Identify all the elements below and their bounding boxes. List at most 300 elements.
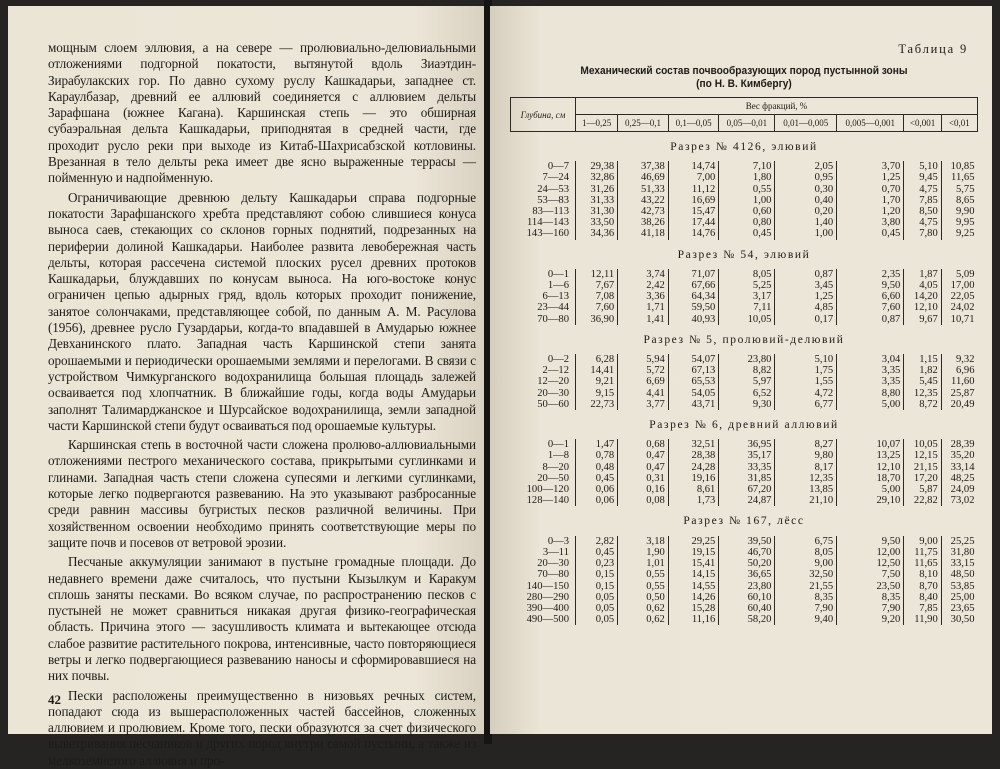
- value-cell: 28,39: [941, 439, 977, 450]
- value-cell: 23,80: [719, 354, 775, 365]
- value-cell: 11,90: [904, 614, 941, 625]
- value-cell: 9,00: [775, 558, 837, 569]
- value-cell: 22,05: [941, 291, 977, 302]
- table-row: [511, 495, 978, 506]
- prose-body: [48, 40, 476, 769]
- depth-cell: 24—53: [537, 183, 569, 195]
- value-cell: 67,13: [668, 365, 719, 376]
- prose-paragraph: Каршинская степь в восточной части сложена пролюво-аллювиальными отложениями пестрого механического состава, прикрытыми суглинками и глинами. Западная часть степи сложена супесями и легкими суглинками, которые легко подвергаются развеванию. На это указывают разбросанные среди равнин массивы бугристых песков различной величины. При хозяйственном освоении необходимо принять соответствующие меры по защите почв и посевов от ветровой эрозии.: [48, 437, 476, 550]
- value-cell: 7,67: [576, 280, 618, 291]
- depth-cell: 7—24: [542, 172, 569, 184]
- value-cell: 0,05: [576, 614, 618, 625]
- value-cell: 11,65: [941, 172, 977, 183]
- value-cell: 8,65: [941, 195, 977, 206]
- value-cell: 6,28: [576, 354, 618, 365]
- table-row: [511, 365, 978, 376]
- value-cell: 0,15: [576, 569, 618, 580]
- table-number: Таблица 9: [898, 42, 968, 56]
- value-cell: 35,20: [941, 450, 977, 461]
- value-cell: 6,75: [775, 536, 837, 547]
- value-cell: 5,45: [904, 376, 941, 387]
- value-cell: 11,16: [668, 614, 719, 625]
- depth-cell: 280—290: [526, 591, 569, 603]
- value-cell: 31,80: [941, 547, 977, 558]
- value-cell: 3,18: [618, 536, 669, 547]
- value-cell: 9,90: [941, 206, 977, 217]
- table-row: [511, 592, 978, 603]
- value-cell: 6,77: [775, 399, 837, 410]
- value-cell: 35,17: [719, 450, 775, 461]
- value-cell: 5,10: [904, 161, 941, 172]
- value-cell: 22,82: [904, 495, 941, 506]
- value-cell: 7,90: [837, 603, 904, 614]
- value-cell: 5,97: [719, 376, 775, 387]
- value-cell: 23,50: [837, 581, 904, 592]
- value-cell: 64,34: [668, 291, 719, 302]
- value-cell: 17,00: [941, 280, 977, 291]
- value-cell: 9,67: [904, 314, 941, 325]
- value-cell: 23,65: [941, 603, 977, 614]
- value-cell: 5,00: [837, 399, 904, 410]
- value-cell: 13,85: [775, 484, 837, 495]
- value-cell: 14,41: [576, 365, 618, 376]
- value-cell: 3,35: [837, 376, 904, 387]
- value-cell: 31,85: [719, 473, 775, 484]
- value-cell: 0,06: [576, 484, 618, 495]
- depth-cell: 490—500: [526, 614, 569, 626]
- value-cell: 14,26: [668, 592, 719, 603]
- value-cell: 0,40: [775, 195, 837, 206]
- depth-cell: 1—8: [547, 450, 569, 462]
- depth-cell: 6—13: [542, 291, 569, 303]
- depth-cell: 0—7: [547, 161, 569, 173]
- value-cell: 7,50: [837, 569, 904, 580]
- value-cell: 5,09: [941, 269, 977, 280]
- value-cell: 8,72: [904, 399, 941, 410]
- value-cell: 8,80: [837, 388, 904, 399]
- value-cell: 0,47: [618, 450, 669, 461]
- value-cell: 5,75: [941, 184, 977, 195]
- prose-paragraph: Песчаные аккумуляции занимают в пустыне громадные площади. До недавнего времени даже считалось, что пустыни Кызылкум и Каракум сплошь заняты песками. Во всяком случае, по распространению песков с пустыней не может сравниться никакая другая физико-географическая область. Причина этого — засушливость климата и вытекающее отсюда слабое развитие растительного покрова, интенсивные, часто повторяющиеся ветры и легко подвергающиеся развеванию наносы и сформировавшиеся на них почвы.: [48, 554, 476, 684]
- value-cell: 11,12: [668, 184, 719, 195]
- value-cell: 1,15: [904, 354, 941, 365]
- table-row: [511, 614, 978, 625]
- depth-cell: 8—20: [542, 461, 569, 473]
- table-row: [511, 291, 978, 302]
- value-cell: 10,05: [904, 439, 941, 450]
- table-title-line-2: (по Н. В. Кимбергу): [696, 78, 792, 90]
- value-cell: 31,33: [576, 195, 618, 206]
- value-cell: 6,52: [719, 388, 775, 399]
- value-cell: 7,85: [904, 603, 941, 614]
- section-title-row: [511, 132, 978, 162]
- value-cell: 1,71: [618, 302, 669, 313]
- value-cell: 54,07: [668, 354, 719, 365]
- depth-cell: 0—3: [547, 535, 569, 547]
- value-cell: 1,73: [668, 495, 719, 506]
- value-cell: 9,32: [941, 354, 977, 365]
- soil-composition-table: [510, 97, 978, 625]
- table-row: [511, 206, 978, 217]
- value-cell: 12,10: [904, 302, 941, 313]
- table-row: [511, 581, 978, 592]
- value-cell: 3,35: [837, 365, 904, 376]
- value-cell: 9,80: [775, 450, 837, 461]
- table-row: [511, 473, 978, 484]
- value-cell: 3,45: [775, 280, 837, 291]
- value-cell: 0,16: [618, 484, 669, 495]
- value-cell: 3,04: [837, 354, 904, 365]
- depth-cell: 23—44: [537, 302, 569, 314]
- value-cell: 1,47: [576, 439, 618, 450]
- value-cell: 15,47: [668, 206, 719, 217]
- value-cell: 11,75: [904, 547, 941, 558]
- value-cell: 0,05: [576, 603, 618, 614]
- value-cell: 1,70: [837, 195, 904, 206]
- fraction-column-header: 0,01—0,005: [775, 115, 837, 132]
- table-row: [511, 195, 978, 206]
- value-cell: 28,38: [668, 450, 719, 461]
- value-cell: 12,35: [775, 473, 837, 484]
- value-cell: 7,08: [576, 291, 618, 302]
- value-cell: 0,87: [837, 314, 904, 325]
- value-cell: 42,73: [618, 206, 669, 217]
- value-cell: 0,05: [576, 592, 618, 603]
- value-cell: 1,75: [775, 365, 837, 376]
- section-title: Разрез № 5, пролювий-делювий: [643, 333, 845, 346]
- value-cell: 10,05: [719, 314, 775, 325]
- value-cell: 6,60: [837, 291, 904, 302]
- value-cell: 1,40: [775, 217, 837, 228]
- value-cell: 0,80: [719, 217, 775, 228]
- value-cell: 16,69: [668, 195, 719, 206]
- value-cell: 1,55: [775, 376, 837, 387]
- value-cell: 7,85: [904, 195, 941, 206]
- value-cell: 0,08: [618, 495, 669, 506]
- value-cell: 9,15: [576, 388, 618, 399]
- value-cell: 3,80: [837, 217, 904, 228]
- value-cell: 0,70: [837, 184, 904, 195]
- value-cell: 50,20: [719, 558, 775, 569]
- depth-cell: 100—120: [526, 484, 569, 496]
- depth-cell: 20—50: [537, 472, 569, 484]
- table-row: [511, 569, 978, 580]
- value-cell: 1,82: [904, 365, 941, 376]
- value-cell: 3,17: [719, 291, 775, 302]
- value-cell: 0,55: [618, 581, 669, 592]
- table-row: [511, 280, 978, 291]
- table-row: [511, 302, 978, 313]
- value-cell: 32,50: [775, 569, 837, 580]
- value-cell: 33,15: [941, 558, 977, 569]
- value-cell: 11,65: [904, 558, 941, 569]
- value-cell: 14,55: [668, 581, 719, 592]
- value-cell: 1,25: [775, 291, 837, 302]
- value-cell: 1,00: [719, 195, 775, 206]
- section-title-row: [511, 325, 978, 354]
- section-title-row: [511, 506, 978, 535]
- value-cell: 3,70: [837, 161, 904, 172]
- depth-cell: 0—2: [547, 354, 569, 366]
- value-cell: 73,02: [941, 495, 977, 506]
- value-cell: 32,51: [668, 439, 719, 450]
- table-row: [511, 354, 978, 365]
- table-row: [511, 439, 978, 450]
- section-title: Разрез № 167, лёсс: [683, 515, 805, 528]
- value-cell: 9,20: [837, 614, 904, 625]
- table-body: [511, 132, 978, 626]
- value-cell: 2,05: [775, 161, 837, 172]
- value-cell: 20,49: [941, 399, 977, 410]
- value-cell: 0,55: [618, 569, 669, 580]
- value-cell: 8,17: [775, 462, 837, 473]
- value-cell: 48,50: [941, 569, 977, 580]
- fraction-column-header: 0,05—0,01: [719, 115, 775, 132]
- depth-cell: 140—150: [526, 580, 569, 592]
- value-cell: 10,85: [941, 161, 977, 172]
- value-cell: 0,45: [576, 547, 618, 558]
- table-row: [511, 462, 978, 473]
- table-row: [511, 172, 978, 183]
- table-row: [511, 547, 978, 558]
- value-cell: 36,90: [576, 314, 618, 325]
- value-cell: 9,50: [837, 280, 904, 291]
- table-row: [511, 217, 978, 228]
- value-cell: 0,30: [775, 184, 837, 195]
- value-cell: 17,20: [904, 473, 941, 484]
- table-row: [511, 450, 978, 461]
- depth-cell: 50—60: [537, 398, 569, 410]
- value-cell: 65,53: [668, 376, 719, 387]
- value-cell: 14,20: [904, 291, 941, 302]
- depth-cell: 143—160: [526, 228, 569, 240]
- table-row: [511, 184, 978, 195]
- fraction-column-header: 1—0,25: [576, 115, 618, 132]
- value-cell: 5,25: [719, 280, 775, 291]
- value-cell: 31,26: [576, 184, 618, 195]
- value-cell: 46,70: [719, 547, 775, 558]
- value-cell: 0,68: [618, 439, 669, 450]
- value-cell: 15,41: [668, 558, 719, 569]
- value-cell: 29,10: [837, 495, 904, 506]
- value-cell: 29,38: [576, 161, 618, 172]
- value-cell: 43,71: [668, 399, 719, 410]
- table-header-row-group: [511, 98, 978, 115]
- value-cell: 32,86: [576, 172, 618, 183]
- depth-cell: 83—113: [532, 206, 569, 218]
- value-cell: 14,15: [668, 569, 719, 580]
- value-cell: 5,87: [904, 484, 941, 495]
- value-cell: 7,90: [775, 603, 837, 614]
- value-cell: 60,10: [719, 592, 775, 603]
- value-cell: 21,55: [775, 581, 837, 592]
- value-cell: 48,25: [941, 473, 977, 484]
- value-cell: 34,36: [576, 228, 618, 239]
- value-cell: 36,95: [719, 439, 775, 450]
- value-cell: 7,60: [576, 302, 618, 313]
- value-cell: 4,75: [904, 184, 941, 195]
- value-cell: 7,60: [837, 302, 904, 313]
- value-cell: 6,96: [941, 365, 977, 376]
- value-cell: 7,00: [668, 172, 719, 183]
- value-cell: 22,73: [576, 399, 618, 410]
- depth-cell: 0—1: [547, 439, 569, 451]
- value-cell: 67,66: [668, 280, 719, 291]
- value-cell: 6,69: [618, 376, 669, 387]
- value-cell: 15,28: [668, 603, 719, 614]
- value-cell: 24,09: [941, 484, 977, 495]
- page-number: 42: [48, 692, 61, 707]
- depth-cell: 114—143: [527, 217, 569, 229]
- value-cell: 4,85: [775, 302, 837, 313]
- value-cell: 12,35: [904, 388, 941, 399]
- value-cell: 7,10: [719, 161, 775, 172]
- table-row: [511, 388, 978, 399]
- value-cell: 40,93: [668, 314, 719, 325]
- value-cell: 8,82: [719, 365, 775, 376]
- value-cell: 58,20: [719, 614, 775, 625]
- value-cell: 0,45: [837, 228, 904, 239]
- value-cell: 0,45: [576, 473, 618, 484]
- value-cell: 5,10: [775, 354, 837, 365]
- value-cell: 13,25: [837, 450, 904, 461]
- value-cell: 0,17: [775, 314, 837, 325]
- value-cell: 3,77: [618, 399, 669, 410]
- value-cell: 8,70: [904, 581, 941, 592]
- left-page: [8, 6, 486, 768]
- value-cell: 8,05: [719, 269, 775, 280]
- section-title: Разрез № 6, древний аллювий: [649, 419, 839, 432]
- depth-cell: 0—1: [547, 268, 569, 280]
- prose-paragraph: Пески расположены преимущественно в низовьях речных систем, попадают сюда из вышерасположенных частей бассейнов, сложенных аллювием и пролювием. Кроме того, пески образуются за счет физического выветривания песчаников и других пород внутри самой пустыни, а также из мелкоземистого аллювия и про-: [48, 687, 476, 768]
- value-cell: 9,30: [719, 399, 775, 410]
- value-cell: 0,55: [719, 184, 775, 195]
- prose-paragraph: мощным слоем эллювия, а на севере — пролювиально-делювиальными отложениями подгорной покатости, вытянутой вдоль Зиаэтдин-Зирабулакских гор. По давно сухому руслу Кашкадарьи, западнее ст. Караулбазар, древний ее аллювий соединяется с аллювием дельты Зарафшана (южнее Кагана). Каршинская степь — это обширная субаэральная дельта Кашкадарьи, приподнятая в средней части, где проходит русло реки при выходе из Китаб-Шахрисабзской котловины. Врезанная в тело дельты река имеет две ясно выраженные террасы — пойменную и надпойменную.: [48, 40, 476, 186]
- value-cell: 1,87: [904, 269, 941, 280]
- table-row: [511, 228, 978, 239]
- value-cell: 1,90: [618, 547, 669, 558]
- value-cell: 23,80: [719, 581, 775, 592]
- value-cell: 24,02: [941, 302, 977, 313]
- value-cell: 0,20: [775, 206, 837, 217]
- value-cell: 0,60: [719, 206, 775, 217]
- value-cell: 9,45: [904, 172, 941, 183]
- value-cell: 30,50: [941, 614, 977, 625]
- value-cell: 3,36: [618, 291, 669, 302]
- value-cell: 1,20: [837, 206, 904, 217]
- value-cell: 12,00: [837, 547, 904, 558]
- value-cell: 8,35: [775, 592, 837, 603]
- depth-cell: 12—20: [537, 376, 569, 388]
- fraction-column-header: 0,1—0,05: [668, 115, 719, 132]
- value-cell: 5,00: [837, 484, 904, 495]
- value-cell: 33,14: [941, 462, 977, 473]
- table-row: [511, 314, 978, 325]
- table-row: [511, 558, 978, 569]
- value-cell: 39,50: [719, 536, 775, 547]
- table-row: [511, 161, 978, 172]
- depth-cell: 3—11: [542, 546, 569, 558]
- fraction-column-header: 0,25—0,1: [618, 115, 669, 132]
- fraction-column-header: 0,005—0,001: [837, 115, 904, 132]
- value-cell: 71,07: [668, 269, 719, 280]
- value-cell: 4,05: [904, 280, 941, 291]
- value-cell: 0,45: [719, 228, 775, 239]
- value-cell: 29,25: [668, 536, 719, 547]
- value-cell: 24,28: [668, 462, 719, 473]
- depth-cell: 2—12: [542, 365, 569, 377]
- prose-paragraph: Ограничивающие древнюю дельту Кашкадарьи справа подгорные покатости Зарафшанского хребта представляют собою слившиеся конуса выноса саев, стекающих со склонов горных поднятий, подрезанных на периферии долиной Кашкадарьи. Наиболее развита левобережная часть дельты, которая рассечена системой плоских русел древних протоков Кашкадарьи, блуждавших по конусам выноса. На юго-востоке конус ограничен цепью адырных гряд, вдоль которых проходит понижение, занятое солончаками, представляющее собой, по данным А. М. Расулова (1956), древнее русло Гузардарьи, когда-то впадавшей в Амударью южнее Девханинского плато. Западная часть Каршинской степи занята орошаемыми и периодически орошаемыми землями и перелогами. В связи с устройством Чимкурганского водохранилища большая площадь залежей осваивается под хлопчатник. В ближайшие годы, когда воды Амударьи заполнят Талимарджанское и Шурсайское водохранилища, земли западной части Каршинской степи будут осваиваться под орошаемые культуры.: [48, 189, 476, 433]
- value-cell: 51,33: [618, 184, 669, 195]
- section-title-row: [511, 240, 978, 269]
- value-cell: 4,75: [904, 217, 941, 228]
- value-cell: 53,85: [941, 581, 977, 592]
- value-cell: 12,15: [904, 450, 941, 461]
- value-cell: 5,72: [618, 365, 669, 376]
- table-row: [511, 269, 978, 280]
- value-cell: 19,16: [668, 473, 719, 484]
- value-cell: 0,87: [775, 269, 837, 280]
- value-cell: 8,40: [904, 592, 941, 603]
- value-cell: 33,50: [576, 217, 618, 228]
- table-title-line-1: Механический состав почвообразующих пород пустынной зоны: [580, 65, 908, 77]
- value-cell: 46,69: [618, 172, 669, 183]
- value-cell: 41,18: [618, 228, 669, 239]
- table-row: [511, 603, 978, 614]
- fraction-group-header: Вес фракций, %: [576, 98, 978, 115]
- value-cell: 19,15: [668, 547, 719, 558]
- value-cell: 0,78: [576, 450, 618, 461]
- depth-cell: 53—83: [537, 194, 569, 206]
- value-cell: 54,05: [668, 388, 719, 399]
- value-cell: 59,50: [668, 302, 719, 313]
- value-cell: 8,10: [904, 569, 941, 580]
- depth-cell: 1—6: [547, 280, 569, 292]
- value-cell: 1,00: [775, 228, 837, 239]
- value-cell: 14,76: [668, 228, 719, 239]
- value-cell: 0,47: [618, 462, 669, 473]
- depth-cell: 70—80: [537, 569, 569, 581]
- depth-cell: 70—80: [537, 313, 569, 325]
- value-cell: 5,94: [618, 354, 669, 365]
- value-cell: 1,01: [618, 558, 669, 569]
- value-cell: 25,87: [941, 388, 977, 399]
- value-cell: 10,07: [837, 439, 904, 450]
- value-cell: 4,41: [618, 388, 669, 399]
- value-cell: 4,72: [775, 388, 837, 399]
- value-cell: 60,40: [719, 603, 775, 614]
- value-cell: 1,41: [618, 314, 669, 325]
- value-cell: 0,62: [618, 614, 669, 625]
- value-cell: 9,21: [576, 376, 618, 387]
- table-row: [511, 536, 978, 547]
- value-cell: 9,00: [904, 536, 941, 547]
- value-cell: 8,61: [668, 484, 719, 495]
- value-cell: 0,95: [775, 172, 837, 183]
- value-cell: 7,80: [904, 228, 941, 239]
- value-cell: 21,15: [904, 462, 941, 473]
- table-row: [511, 399, 978, 410]
- value-cell: 8,05: [775, 547, 837, 558]
- value-cell: 12,50: [837, 558, 904, 569]
- value-cell: 17,44: [668, 217, 719, 228]
- value-cell: 0,50: [618, 592, 669, 603]
- value-cell: 9,25: [941, 228, 977, 239]
- value-cell: 12,10: [837, 462, 904, 473]
- value-cell: 24,87: [719, 495, 775, 506]
- fraction-column-header: <0,001: [904, 115, 941, 132]
- value-cell: 9,40: [775, 614, 837, 625]
